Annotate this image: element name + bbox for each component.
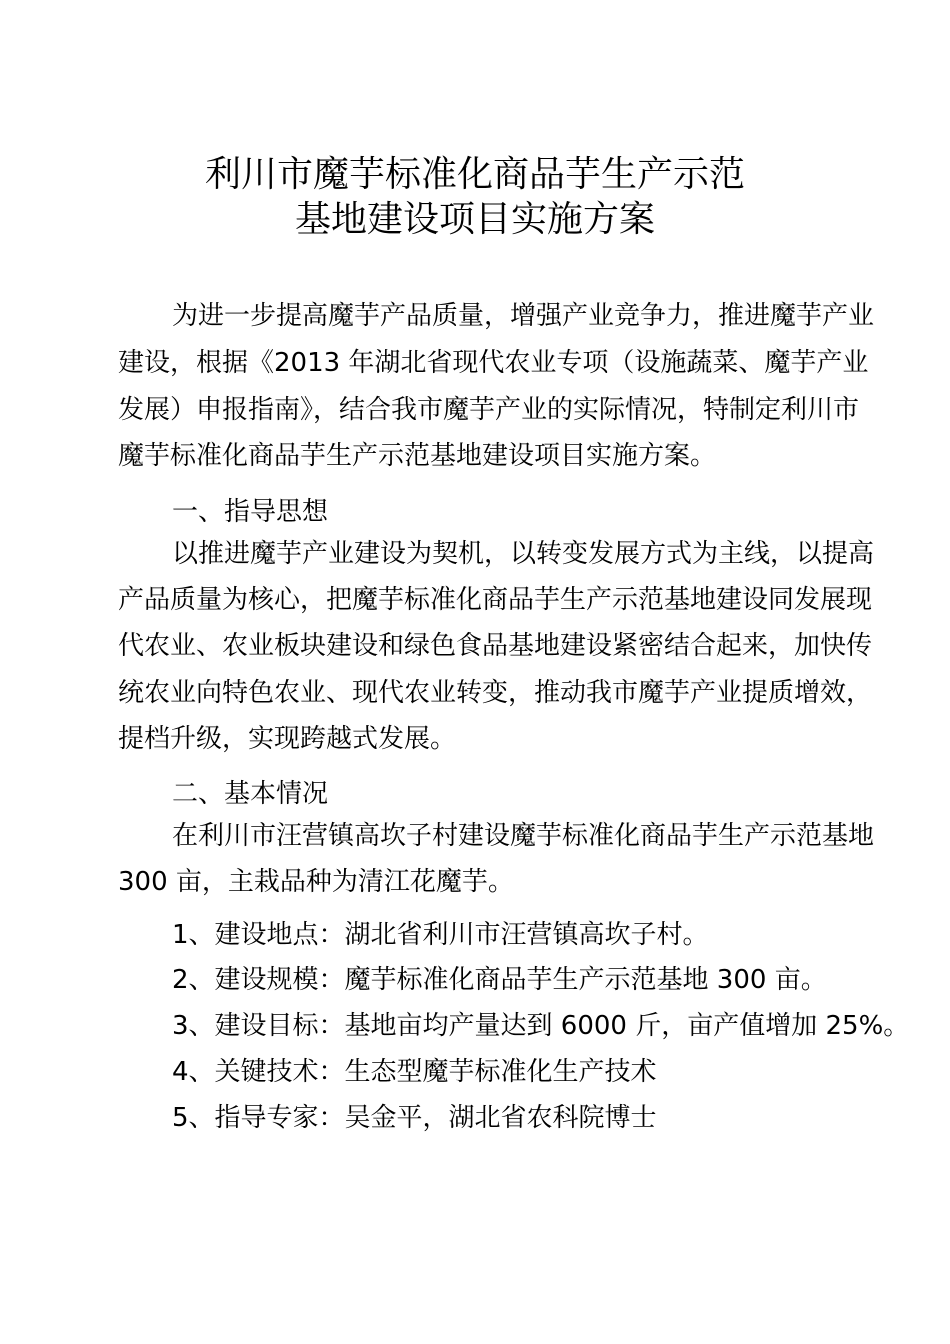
intro-line: 魔芋标准化商品芋生产示范基地建设项目实施方案。 bbox=[118, 441, 717, 471]
section-line: 以推进魔芋产业建设为契机，以转变发展方式为主线，以提高 bbox=[172, 539, 875, 569]
intro-line: 为进一步提高魔芋产品质量，增强产业竞争力，推进魔芋产业 bbox=[172, 301, 875, 331]
section-line: 统农业向特色农业、现代农业转变，推动我市魔芋产业提质增效， bbox=[118, 678, 873, 708]
list-item: 3、建设目标：基地亩均产量达到 6000 斤，亩产值增加 25%。 bbox=[172, 1011, 910, 1041]
section-line: 代农业、农业板块建设和绿色食品基地建设紧密结合起来，加快传 bbox=[118, 631, 873, 661]
section-line: 300 亩，主栽品种为清江花魔芋。 bbox=[118, 867, 514, 897]
section-line: 在利川市汪营镇高坎子村建设魔芋标准化商品芋生产示范基地 bbox=[172, 821, 875, 851]
list-item: 5、指导专家：吴金平，湖北省农科院博士 bbox=[172, 1103, 657, 1133]
section-line: 产品质量为核心，把魔芋标准化商品芋生产示范基地建设同发展现 bbox=[118, 585, 873, 615]
list-item: 2、建设规模：魔芋标准化商品芋生产示范基地 300 亩。 bbox=[172, 965, 827, 995]
intro-line: 发展）申报指南》，结合我市魔芋产业的实际情况，特制定利川市 bbox=[118, 395, 860, 425]
section-heading: 二、基本情况 bbox=[172, 779, 329, 809]
list-item: 4、关键技术：生态型魔芋标准化生产技术 bbox=[172, 1057, 657, 1087]
document-title-line-1: 利川市魔芋标准化商品芋生产示范 bbox=[204, 154, 745, 195]
section-heading: 一、指导思想 bbox=[172, 497, 329, 527]
document-title-line-2: 基地建设项目实施方案 bbox=[294, 199, 655, 240]
list-item: 1、建设地点：湖北省利川市汪营镇高坎子村。 bbox=[172, 920, 709, 950]
intro-line: 建设，根据《2013 年湖北省现代农业专项（设施蔬菜、魔芋产业 bbox=[118, 348, 869, 378]
section-line: 提档升级，实现跨越式发展。 bbox=[118, 724, 457, 754]
